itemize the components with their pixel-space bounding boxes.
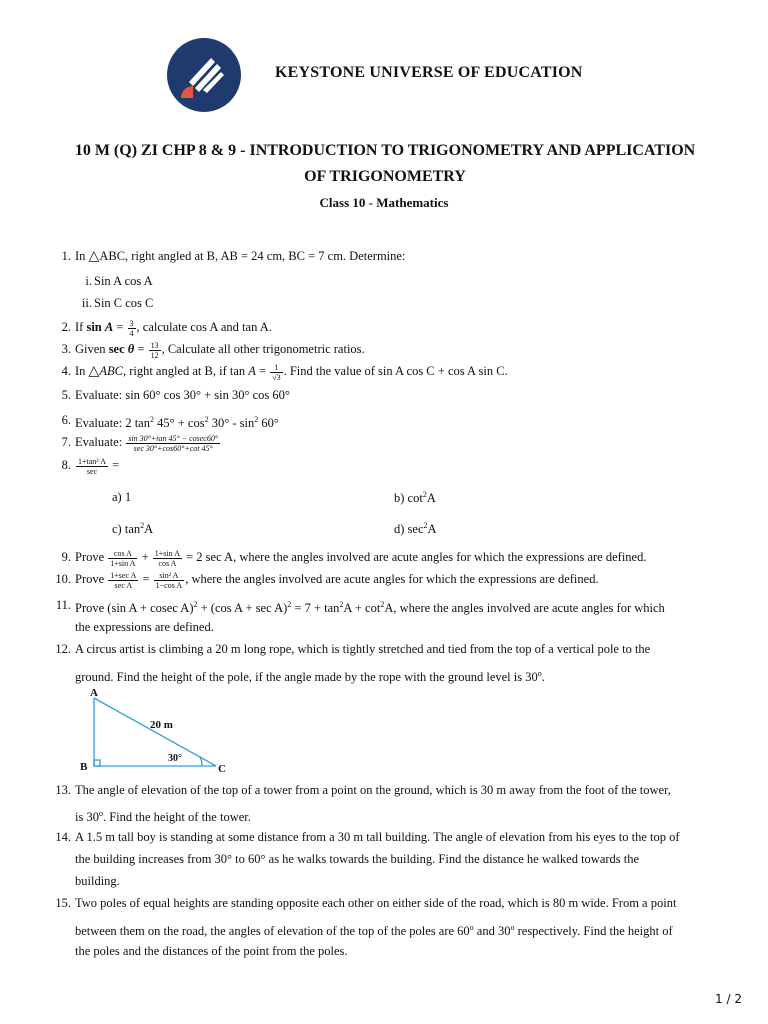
right-triangle-figure — [78, 686, 238, 776]
subpart-ii: Sin C cos C — [94, 296, 154, 310]
question-text: A 1.5 m tall boy is standing at some distance from a 30 m tall building. The angle of elevation from his eyes to the top of — [75, 830, 680, 844]
question-text-continued: the building increases from 30° to 60° as he walks towards the building. Find the distance he walked towards the — [75, 852, 640, 866]
question-number: 11. — [55, 598, 71, 612]
option-a: a) 1 — [112, 490, 132, 504]
question-text: Prove $\frac{\text{1+sec A}}{\text{sec A}}$ = $\frac{\text{sin² A}}{\text{1−cos A}}$ , where the angles involved are acute angles for which the expressions are defined. — [75, 570, 599, 590]
rope-length-label: 20 m — [150, 719, 173, 731]
option-d: d) $\sec^2A$ — [394, 521, 437, 537]
subpart-number: ii. — [81, 296, 92, 310]
vertex-a-label: A — [90, 687, 98, 699]
question-number: 6. — [61, 413, 71, 427]
question-number: 15. — [55, 896, 71, 910]
option-b: b) $\cot^2A$ — [394, 490, 436, 506]
question-text: Given sec θ = $\frac{13}{12}$ , Calculate all other trigonometric ratios. — [75, 340, 365, 360]
question-text: Prove $\frac{\text{cos A}}{\text{1+sin A}}$ + $\frac{\text{1+sin A}}{\text{cos A}}$ = 2 sec A, where the angles involved are acute angles for which the expressions are defined. — [75, 548, 647, 568]
question-number: 1. — [61, 249, 71, 263]
question-number: 14. — [55, 830, 71, 844]
document-title-line2: OF TRIGONOMETRY — [304, 168, 466, 185]
document-subtitle: Class 10 - Mathematics — [319, 195, 449, 210]
question-number: 13. — [55, 783, 71, 797]
keystone-logo-icon — [167, 38, 241, 112]
question-number: 3. — [61, 342, 71, 356]
question-text: Evaluate: $\frac{\sin 30^\circ+\tan 45^\circ - cosec60^\circ}{\sec 30^\circ+\cos 60^\circ+\cot 45^\circ}$ — [75, 433, 219, 453]
question-text: In △ABC, right angled at B, AB = 24 cm, BC = 7 cm. Determine: — [75, 249, 406, 264]
question-text: Prove (sin A + cosec A)$^2$ + (cos $A + \sec A)^2 = 7 + \tan^2A + \cot^2A$, where the angles involved are acute angles for which — [75, 600, 665, 616]
vertex-c-label: C — [218, 763, 226, 775]
angle-label: 30° — [168, 753, 182, 764]
question-text: $\frac{\text{1+tan² A}}{\sec}$ = — [78, 456, 120, 476]
question-text-continued: between them on the road, the angles of elevation of the top of the poles are 60$^o$ and 30$^o$ respectively. Find the height of — [75, 923, 673, 939]
question-number: 5. — [61, 388, 71, 402]
question-text: Evaluate: 2 $\tan^2 45^\circ + \cos^2 30^\circ - \sin^2 60^\circ$ — [75, 415, 279, 431]
org-name: KEYSTONE UNIVERSE OF EDUCATION — [275, 64, 583, 81]
question-number: 9. — [61, 550, 71, 564]
question-number: 2. — [61, 320, 71, 334]
question-number: 4. — [61, 364, 71, 378]
question-text-continued: the poles and the distances of the point from the poles. — [75, 944, 348, 958]
question-number: 8. — [61, 458, 71, 472]
question-text: The angle of elevation of the top of a tower from a point on the ground, which is 30 m away from the foot of the tower, — [75, 783, 671, 797]
question-text-continued: is 30$^o$. Find the height of the tower. — [75, 809, 251, 825]
page-number: 1 / 2 — [715, 992, 742, 1006]
question-text: Two poles of equal heights are standing opposite each other on either side of the road, which is 80 m wide. From a point — [75, 896, 677, 910]
subpart-i: Sin A cos A — [94, 274, 153, 288]
question-text: In △ABC, right angled at B, if tan A = $\frac{1}{√3}$ . Find the value of sin A cos C + cos A sin C. — [75, 362, 508, 382]
option-c: c) $\tan^2A$ — [112, 521, 154, 537]
document-title-line1: 10 M (Q) ZI CHP 8 & 9 - INTRODUCTION TO TRIGONOMETRY AND APPLICATION — [74, 142, 696, 159]
subpart-number: i. — [85, 274, 92, 288]
question-number: 10. — [55, 572, 71, 586]
question-text-continued: ground. Find the height of the pole, if the angle made by the rope with the ground level is 30$^o$. — [75, 669, 545, 685]
vertex-b-label: B — [80, 761, 88, 773]
question-text: Evaluate: sin 60° cos 30° + sin 30° cos 60° — [75, 388, 290, 402]
question-text: If sin A = $\frac{3}{4}$ , calculate cos A and tan A. — [75, 318, 272, 338]
question-text-continued: the expressions are defined. — [75, 620, 214, 634]
question-number: 12. — [55, 642, 71, 656]
question-number: 7. — [61, 435, 71, 449]
question-text-continued: building. — [75, 874, 120, 888]
question-text: A circus artist is climbing a 20 m long rope, which is tightly stretched and tied from the top of a vertical pole to the — [75, 642, 651, 656]
